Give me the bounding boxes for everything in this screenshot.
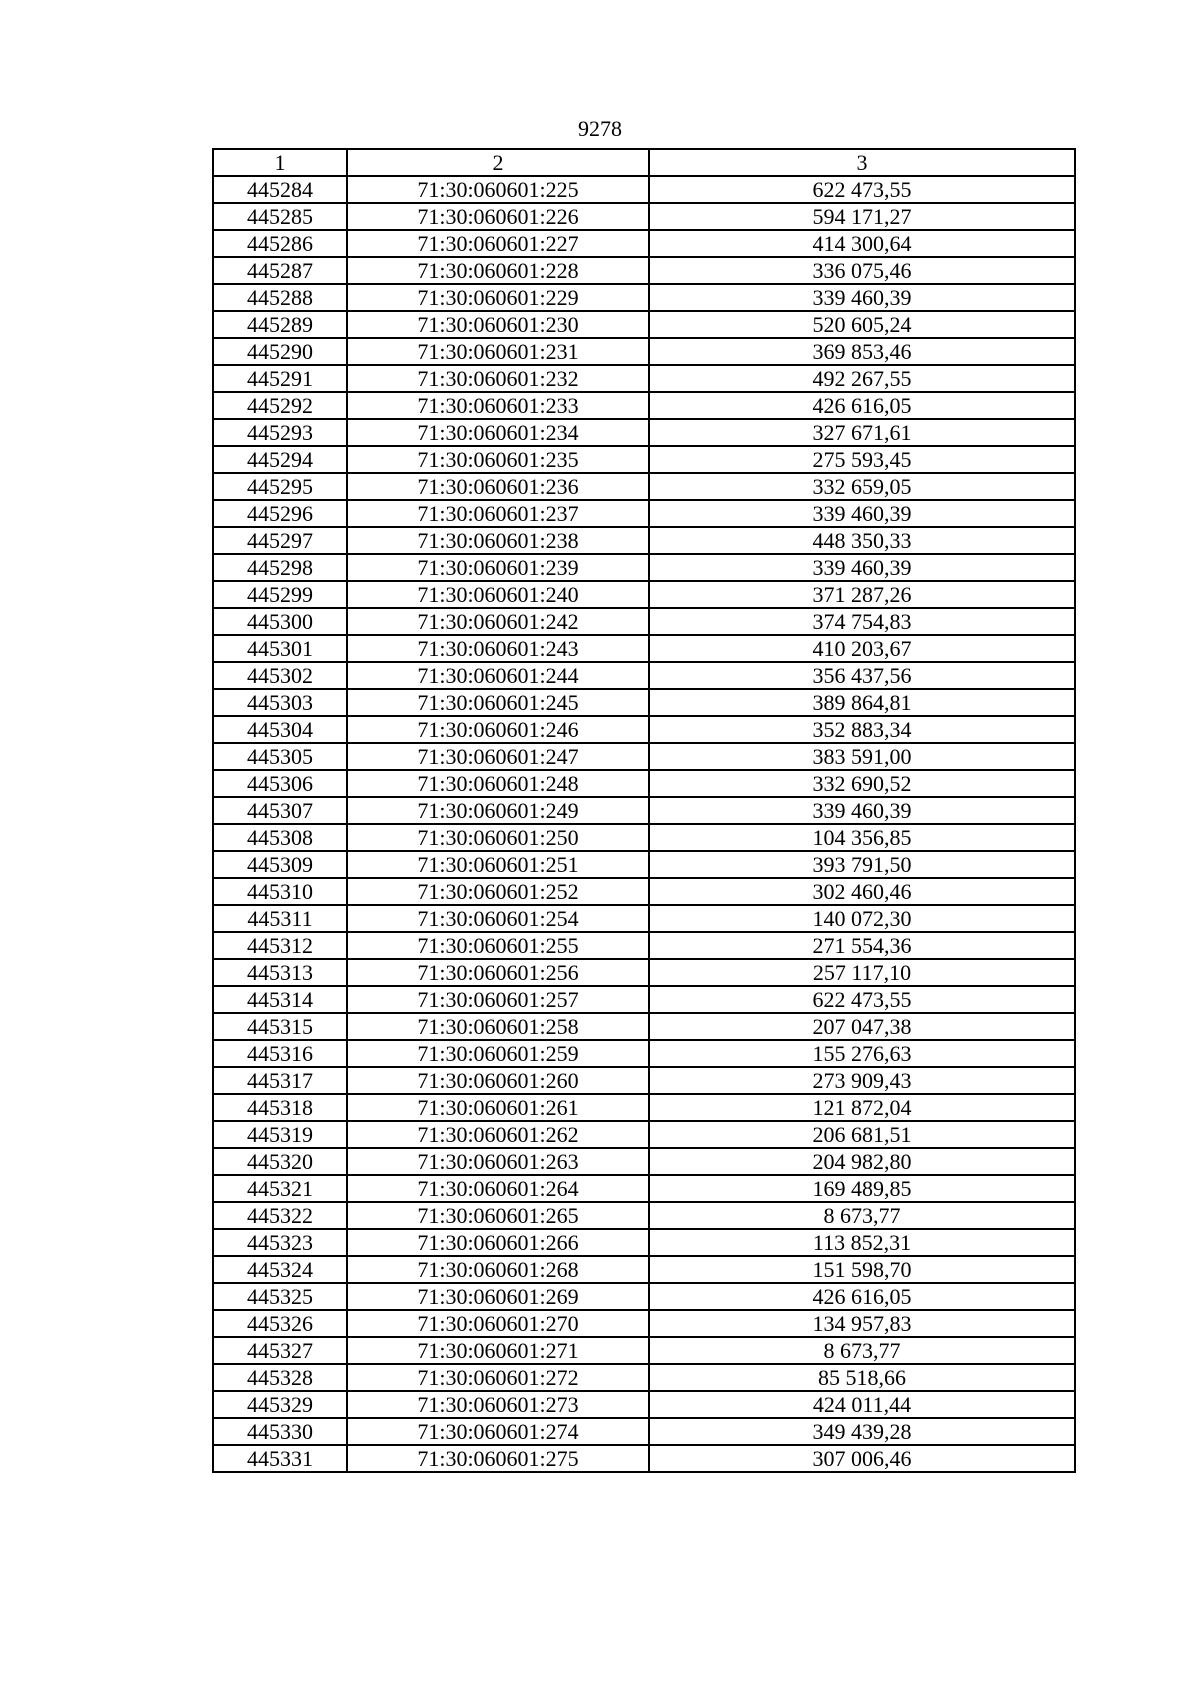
table-row xyxy=(213,689,1075,716)
row-number-cell: 445309 xyxy=(213,851,347,878)
cadastral-value-cell: 594 171,27 xyxy=(649,203,1075,230)
column-header-1: 1 xyxy=(213,149,347,176)
cadastral-value-cell: 134 957,83 xyxy=(649,1310,1075,1337)
cadastral-number-cell: 71:30:060601:269 xyxy=(347,1283,649,1310)
table-row xyxy=(213,392,1075,419)
cadastral-value-cell: 424 011,44 xyxy=(649,1391,1075,1418)
table-row xyxy=(213,1337,1075,1364)
table-row xyxy=(213,581,1075,608)
row-number-cell: 445298 xyxy=(213,554,347,581)
cadastral-value-cell: 336 075,46 xyxy=(649,257,1075,284)
cadastral-value-cell: 492 267,55 xyxy=(649,365,1075,392)
cadastral-value-cell: 371 287,26 xyxy=(649,581,1075,608)
table-row xyxy=(213,1148,1075,1175)
cadastral-number-cell: 71:30:060601:230 xyxy=(347,311,649,338)
table-row xyxy=(213,1391,1075,1418)
row-number-cell: 445292 xyxy=(213,392,347,419)
table-row xyxy=(213,608,1075,635)
table-row xyxy=(213,797,1075,824)
row-number-cell: 445295 xyxy=(213,473,347,500)
cadastral-number-cell: 71:30:060601:264 xyxy=(347,1175,649,1202)
table-row xyxy=(213,1283,1075,1310)
cadastral-value-cell: 374 754,83 xyxy=(649,608,1075,635)
table-row xyxy=(213,230,1075,257)
cadastral-number-cell: 71:30:060601:236 xyxy=(347,473,649,500)
cadastral-value-cell: 414 300,64 xyxy=(649,230,1075,257)
row-number-cell: 445322 xyxy=(213,1202,347,1229)
cadastral-number-cell: 71:30:060601:260 xyxy=(347,1067,649,1094)
table-row xyxy=(213,1229,1075,1256)
table-row xyxy=(213,1445,1075,1472)
cadastral-number-cell: 71:30:060601:249 xyxy=(347,797,649,824)
table-row xyxy=(213,554,1075,581)
table-row xyxy=(213,716,1075,743)
row-number-cell: 445312 xyxy=(213,932,347,959)
cadastral-value-cell: 426 616,05 xyxy=(649,392,1075,419)
cadastral-number-cell: 71:30:060601:271 xyxy=(347,1337,649,1364)
cadastral-value-cell: 327 671,61 xyxy=(649,419,1075,446)
cadastral-value-cell: 356 437,56 xyxy=(649,662,1075,689)
cadastral-value-cell: 389 864,81 xyxy=(649,689,1075,716)
row-number-cell: 445294 xyxy=(213,446,347,473)
cadastral-number-cell: 71:30:060601:250 xyxy=(347,824,649,851)
cadastral-number-cell: 71:30:060601:246 xyxy=(347,716,649,743)
row-number-cell: 445306 xyxy=(213,770,347,797)
cadastral-value-cell: 426 616,05 xyxy=(649,1283,1075,1310)
cadastral-value-cell: 339 460,39 xyxy=(649,284,1075,311)
cadastral-number-cell: 71:30:060601:268 xyxy=(347,1256,649,1283)
cadastral-number-cell: 71:30:060601:257 xyxy=(347,986,649,1013)
row-number-cell: 445328 xyxy=(213,1364,347,1391)
cadastral-value-cell: 448 350,33 xyxy=(649,527,1075,554)
cadastral-number-cell: 71:30:060601:252 xyxy=(347,878,649,905)
cadastral-number-cell: 71:30:060601:259 xyxy=(347,1040,649,1067)
cadastral-number-cell: 71:30:060601:248 xyxy=(347,770,649,797)
cadastral-number-cell: 71:30:060601:238 xyxy=(347,527,649,554)
table-row xyxy=(213,1013,1075,1040)
row-number-cell: 445327 xyxy=(213,1337,347,1364)
cadastral-value-cell: 207 047,38 xyxy=(649,1013,1075,1040)
cadastral-value-cell: 352 883,34 xyxy=(649,716,1075,743)
cadastral-number-cell: 71:30:060601:273 xyxy=(347,1391,649,1418)
table-body xyxy=(213,176,1075,1472)
table-row xyxy=(213,1175,1075,1202)
cadastral-value-cell: 85 518,66 xyxy=(649,1364,1075,1391)
cadastral-number-cell: 71:30:060601:266 xyxy=(347,1229,649,1256)
row-number-cell: 445286 xyxy=(213,230,347,257)
cadastral-number-cell: 71:30:060601:251 xyxy=(347,851,649,878)
cadastral-value-cell: 302 460,46 xyxy=(649,878,1075,905)
table-row xyxy=(213,635,1075,662)
table-row xyxy=(213,203,1075,230)
row-number-cell: 445325 xyxy=(213,1283,347,1310)
table-row xyxy=(213,824,1075,851)
row-number-cell: 445293 xyxy=(213,419,347,446)
cadastral-value-cell: 332 659,05 xyxy=(649,473,1075,500)
row-number-cell: 445303 xyxy=(213,689,347,716)
row-number-cell: 445296 xyxy=(213,500,347,527)
cadastral-number-cell: 71:30:060601:228 xyxy=(347,257,649,284)
row-number-cell: 445319 xyxy=(213,1121,347,1148)
table-row xyxy=(213,338,1075,365)
cadastral-value-cell: 8 673,77 xyxy=(649,1202,1075,1229)
row-number-cell: 445317 xyxy=(213,1067,347,1094)
table-row xyxy=(213,986,1075,1013)
row-number-cell: 445300 xyxy=(213,608,347,635)
table-row xyxy=(213,1040,1075,1067)
row-number-cell: 445314 xyxy=(213,986,347,1013)
cadastral-value-cell: 104 356,85 xyxy=(649,824,1075,851)
table-row xyxy=(213,446,1075,473)
table-row xyxy=(213,176,1075,203)
cadastral-value-cell: 332 690,52 xyxy=(649,770,1075,797)
cadastral-number-cell: 71:30:060601:265 xyxy=(347,1202,649,1229)
table-row xyxy=(213,311,1075,338)
row-number-cell: 445308 xyxy=(213,824,347,851)
cadastral-number-cell: 71:30:060601:237 xyxy=(347,500,649,527)
row-number-cell: 445310 xyxy=(213,878,347,905)
cadastral-value-table xyxy=(212,148,1076,1473)
cadastral-number-cell: 71:30:060601:234 xyxy=(347,419,649,446)
cadastral-value-cell: 155 276,63 xyxy=(649,1040,1075,1067)
cadastral-value-cell: 8 673,77 xyxy=(649,1337,1075,1364)
cadastral-value-cell: 410 203,67 xyxy=(649,635,1075,662)
row-number-cell: 445330 xyxy=(213,1418,347,1445)
row-number-cell: 445326 xyxy=(213,1310,347,1337)
cadastral-number-cell: 71:30:060601:244 xyxy=(347,662,649,689)
cadastral-number-cell: 71:30:060601:270 xyxy=(347,1310,649,1337)
table-row xyxy=(213,1121,1075,1148)
table-row xyxy=(213,1310,1075,1337)
row-number-cell: 445318 xyxy=(213,1094,347,1121)
table-row xyxy=(213,959,1075,986)
row-number-cell: 445302 xyxy=(213,662,347,689)
row-number-cell: 445288 xyxy=(213,284,347,311)
cadastral-number-cell: 71:30:060601:256 xyxy=(347,959,649,986)
cadastral-number-cell: 71:30:060601:261 xyxy=(347,1094,649,1121)
table-row xyxy=(213,365,1075,392)
cadastral-number-cell: 71:30:060601:243 xyxy=(347,635,649,662)
column-header-2: 2 xyxy=(347,149,649,176)
cadastral-number-cell: 71:30:060601:262 xyxy=(347,1121,649,1148)
row-number-cell: 445331 xyxy=(213,1445,347,1472)
cadastral-number-cell: 71:30:060601:245 xyxy=(347,689,649,716)
cadastral-value-cell: 204 982,80 xyxy=(649,1148,1075,1175)
cadastral-value-cell: 307 006,46 xyxy=(649,1445,1075,1472)
table-row xyxy=(213,905,1075,932)
table-row xyxy=(213,770,1075,797)
row-number-cell: 445289 xyxy=(213,311,347,338)
table-row xyxy=(213,527,1075,554)
cadastral-number-cell: 71:30:060601:233 xyxy=(347,392,649,419)
table-row xyxy=(213,1094,1075,1121)
table-row xyxy=(213,1256,1075,1283)
row-number-cell: 445316 xyxy=(213,1040,347,1067)
cadastral-number-cell: 71:30:060601:229 xyxy=(347,284,649,311)
cadastral-number-cell: 71:30:060601:272 xyxy=(347,1364,649,1391)
row-number-cell: 445287 xyxy=(213,257,347,284)
cadastral-value-cell: 393 791,50 xyxy=(649,851,1075,878)
cadastral-value-cell: 622 473,55 xyxy=(649,176,1075,203)
cadastral-number-cell: 71:30:060601:254 xyxy=(347,905,649,932)
cadastral-value-cell: 339 460,39 xyxy=(649,500,1075,527)
cadastral-value-cell: 275 593,45 xyxy=(649,446,1075,473)
cadastral-value-cell: 113 852,31 xyxy=(649,1229,1075,1256)
row-number-cell: 445284 xyxy=(213,176,347,203)
row-number-cell: 445311 xyxy=(213,905,347,932)
cadastral-value-cell: 369 853,46 xyxy=(649,338,1075,365)
row-number-cell: 445323 xyxy=(213,1229,347,1256)
cadastral-value-cell: 339 460,39 xyxy=(649,797,1075,824)
table-row xyxy=(213,878,1075,905)
row-number-cell: 445301 xyxy=(213,635,347,662)
row-number-cell: 445297 xyxy=(213,527,347,554)
row-number-cell: 445320 xyxy=(213,1148,347,1175)
cadastral-value-cell: 349 439,28 xyxy=(649,1418,1075,1445)
table-row xyxy=(213,284,1075,311)
table-row xyxy=(213,419,1075,446)
cadastral-number-cell: 71:30:060601:235 xyxy=(347,446,649,473)
cadastral-value-cell: 121 872,04 xyxy=(649,1094,1075,1121)
cadastral-value-cell: 273 909,43 xyxy=(649,1067,1075,1094)
cadastral-number-cell: 71:30:060601:232 xyxy=(347,365,649,392)
page-number: 9278 xyxy=(578,116,622,141)
table-row xyxy=(213,851,1075,878)
table-row xyxy=(213,1202,1075,1229)
cadastral-number-cell: 71:30:060601:242 xyxy=(347,608,649,635)
row-number-cell: 445313 xyxy=(213,959,347,986)
table-row xyxy=(213,500,1075,527)
table-row xyxy=(213,1418,1075,1445)
row-number-cell: 445305 xyxy=(213,743,347,770)
cadastral-value-cell: 206 681,51 xyxy=(649,1121,1075,1148)
table-row xyxy=(213,932,1075,959)
row-number-cell: 445291 xyxy=(213,365,347,392)
cadastral-value-cell: 151 598,70 xyxy=(649,1256,1075,1283)
cadastral-number-cell: 71:30:060601:225 xyxy=(347,176,649,203)
cadastral-number-cell: 71:30:060601:275 xyxy=(347,1445,649,1472)
cadastral-value-cell: 257 117,10 xyxy=(649,959,1075,986)
table-row xyxy=(213,473,1075,500)
cadastral-number-cell: 71:30:060601:274 xyxy=(347,1418,649,1445)
cadastral-number-cell: 71:30:060601:247 xyxy=(347,743,649,770)
cadastral-value-cell: 520 605,24 xyxy=(649,311,1075,338)
table-row xyxy=(213,743,1075,770)
cadastral-number-cell: 71:30:060601:239 xyxy=(347,554,649,581)
row-number-cell: 445324 xyxy=(213,1256,347,1283)
cadastral-number-cell: 71:30:060601:258 xyxy=(347,1013,649,1040)
cadastral-value-cell: 622 473,55 xyxy=(649,986,1075,1013)
cadastral-number-cell: 71:30:060601:226 xyxy=(347,203,649,230)
column-header-3: 3 xyxy=(649,149,1075,176)
cadastral-number-cell: 71:30:060601:240 xyxy=(347,581,649,608)
cadastral-value-cell: 383 591,00 xyxy=(649,743,1075,770)
row-number-cell: 445315 xyxy=(213,1013,347,1040)
table-header-row xyxy=(213,149,1075,176)
cadastral-value-cell: 140 072,30 xyxy=(649,905,1075,932)
table-header xyxy=(213,149,1075,176)
row-number-cell: 445285 xyxy=(213,203,347,230)
row-number-cell: 445307 xyxy=(213,797,347,824)
row-number-cell: 445299 xyxy=(213,581,347,608)
cadastral-value-cell: 169 489,85 xyxy=(649,1175,1075,1202)
cadastral-value-cell: 339 460,39 xyxy=(649,554,1075,581)
row-number-cell: 445329 xyxy=(213,1391,347,1418)
table-row xyxy=(213,662,1075,689)
row-number-cell: 445304 xyxy=(213,716,347,743)
cadastral-number-cell: 71:30:060601:255 xyxy=(347,932,649,959)
cadastral-number-cell: 71:30:060601:231 xyxy=(347,338,649,365)
row-number-cell: 445321 xyxy=(213,1175,347,1202)
row-number-cell: 445290 xyxy=(213,338,347,365)
cadastral-number-cell: 71:30:060601:227 xyxy=(347,230,649,257)
table-row xyxy=(213,1364,1075,1391)
cadastral-number-cell: 71:30:060601:263 xyxy=(347,1148,649,1175)
table-row xyxy=(213,257,1075,284)
cadastral-value-cell: 271 554,36 xyxy=(649,932,1075,959)
table-row xyxy=(213,1067,1075,1094)
